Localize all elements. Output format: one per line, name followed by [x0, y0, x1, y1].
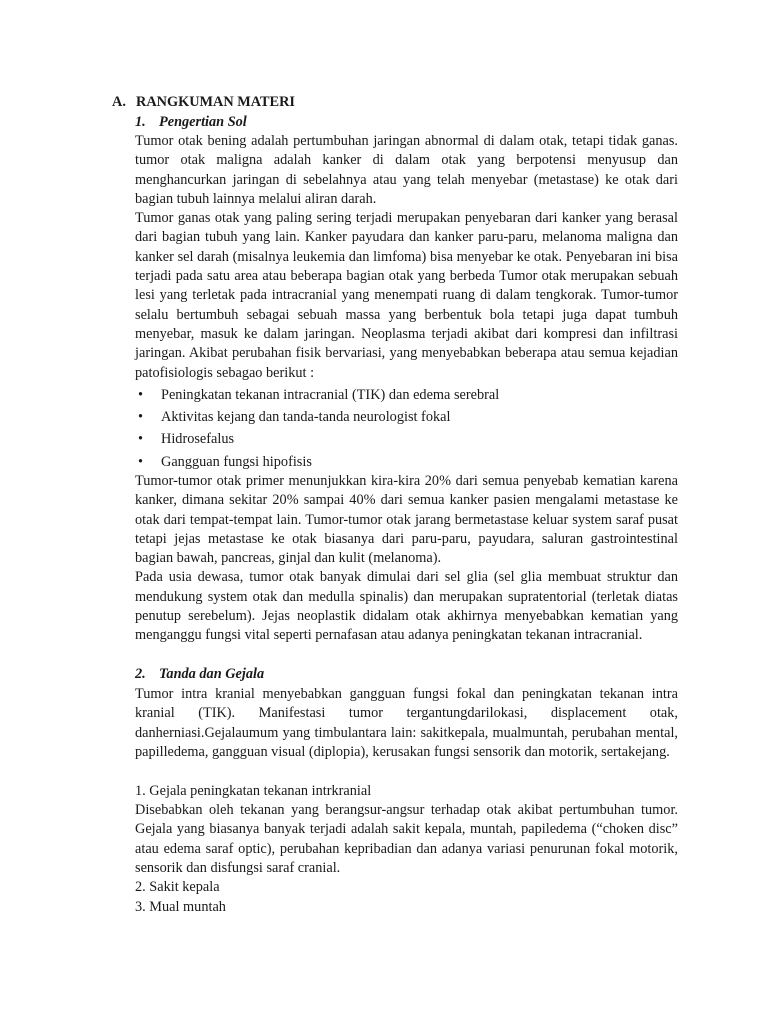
bullet-list [135, 386, 499, 475]
bullet-icon: • [138, 409, 144, 426]
subheading-tanda-gejala [135, 665, 264, 684]
gejala-item-2: 2. Sakit kepala [135, 879, 220, 895]
section1-text [135, 132, 678, 383]
list-item [135, 430, 499, 452]
list-item [135, 408, 499, 430]
paragraph: Tumor intra kranial menyebabkan gangguan fungsi fokal dan peningkatan tekanan intra kranial (TIK). Manifestasi tumor tergantungdarilokasi, displacement otak, danherniasi.Gejalaumum yang timbulantara lain: sakitkepala, mualmuntah, perubahan mental, papilledema, gangguan visual (diplopia), kerusakan fungsi sensorik dan motorik, sertakejang. [135, 686, 678, 760]
list-item-text: Peningkatan tekanan intracranial (TIK) dan edema serebral [161, 387, 500, 403]
paragraph: Tumor otak bening adalah pertumbuhan jaringan abnormal di dalam otak, tetapi tidak ganas. tumor otak maligna adalah kanker di dalam otak yang berpotensi menyusup dan menghancurkan jaringan di sebelahnya atau yang telah menyebar (metastase) ke otak dari bagian tubuh lainnya melalui aliran darah. [135, 133, 678, 207]
paragraph: Tumor-tumor otak primer menunjukkan kira-kira 20% dari semua penyebab kematian karena kanker, dimana sekitar 20% sampai 40% dari semua kanker pasien mengalami metastase ke otak dari tempat-tempat lain. Tumor-tumor otak jarang bermetastase keluar system saraf pusat tetapi jejas metastase ke otak biasanya dari paru-paru, payudara, saluran gastrointestinal bagian bawah, pancreas, ginjal dan kulit (melanoma). [135, 473, 678, 567]
subheading-number: 2. [135, 666, 146, 682]
subheading-pengertian [135, 113, 247, 132]
gejala-item-1-text [135, 801, 678, 878]
bullet-icon: • [138, 387, 144, 403]
section2-text [135, 685, 678, 762]
list-item-text: Gangguan fungsi hipofisis [161, 453, 312, 470]
paragraph: Disebabkan oleh tekanan yang berangsur-angsur terhadap otak akibat pertumbuhan tumor. Gejala yang biasanya banyak terjadi adalah sakit kepala, muntah, papiledema (“choken disc” atau edema saraf optic), perubahan kepribadian dan adanya variasi penurunan fokal motorik, sensorik dan disfungsi saraf cranial. [135, 802, 678, 876]
bullet-icon: • [138, 431, 144, 448]
section1-text-after [135, 472, 678, 646]
bullet-icon: • [138, 453, 144, 470]
list-item [135, 386, 499, 408]
subheading-title: Pengertian Sol [159, 114, 247, 130]
heading-title: RANGKUMAN MATERI [136, 94, 295, 110]
paragraph: Tumor ganas otak yang paling sering terjadi merupakan penyebaran dari kanker yang berasal dari bagian tubuh yang lain. Kanker payudara dan kanker paru-paru, melanoma maligna dan kanker sel darah (misalnya leukemia dan limfoma) bisa menyebar ke otak. Penyebaran ini bisa terjadi pada satu area atau beberapa bagian otak yang berbeda Tumor otak merupakan sebuah lesi yang terletak pada intracranial yang menempati ruang di dalam tengkorak. Tumor-tumor selalu bertumbuh sebagai sebuah massa yang berbentuk bola tetapi juga dapat tumbuh menyebar, masuk ke dalam jaringan. Neoplasma terjadi akibat dari kompresi dan infiltrasi jaringan. Akibat perubahan fisik bervariasi, yang menyebabkan beberapa atau semua kejadian patofisiologis sebagao berikut : [135, 210, 678, 381]
subheading-title: Tanda dan Gejala [159, 666, 265, 682]
paragraph: Pada usia dewasa, tumor otak banyak dimulai dari sel glia (sel glia membuat struktur dan mendukung system otak dan medulla spinalis) dan merupakan supratentorial (terletak diatas penutup serebelum). Jejas neoplastik didalam otak akhirnya menyebabkan kematian yang menganggu fungsi vital seperti pernafasan atau adanya peningkatan tekanan intracranial. [135, 569, 678, 644]
gejala-item-3: 3. Mual muntah [135, 899, 226, 915]
gejala-item-1-title: 1. Gejala peningkatan tekanan intrkranial [135, 783, 372, 799]
list-item-text: Hidrosefalus [161, 431, 235, 448]
subheading-number: 1. [135, 114, 146, 130]
list-item-text: Aktivitas kejang dan tanda-tanda neurologist fokal [161, 409, 451, 426]
section-heading [112, 93, 295, 112]
heading-label: A. [112, 94, 126, 110]
